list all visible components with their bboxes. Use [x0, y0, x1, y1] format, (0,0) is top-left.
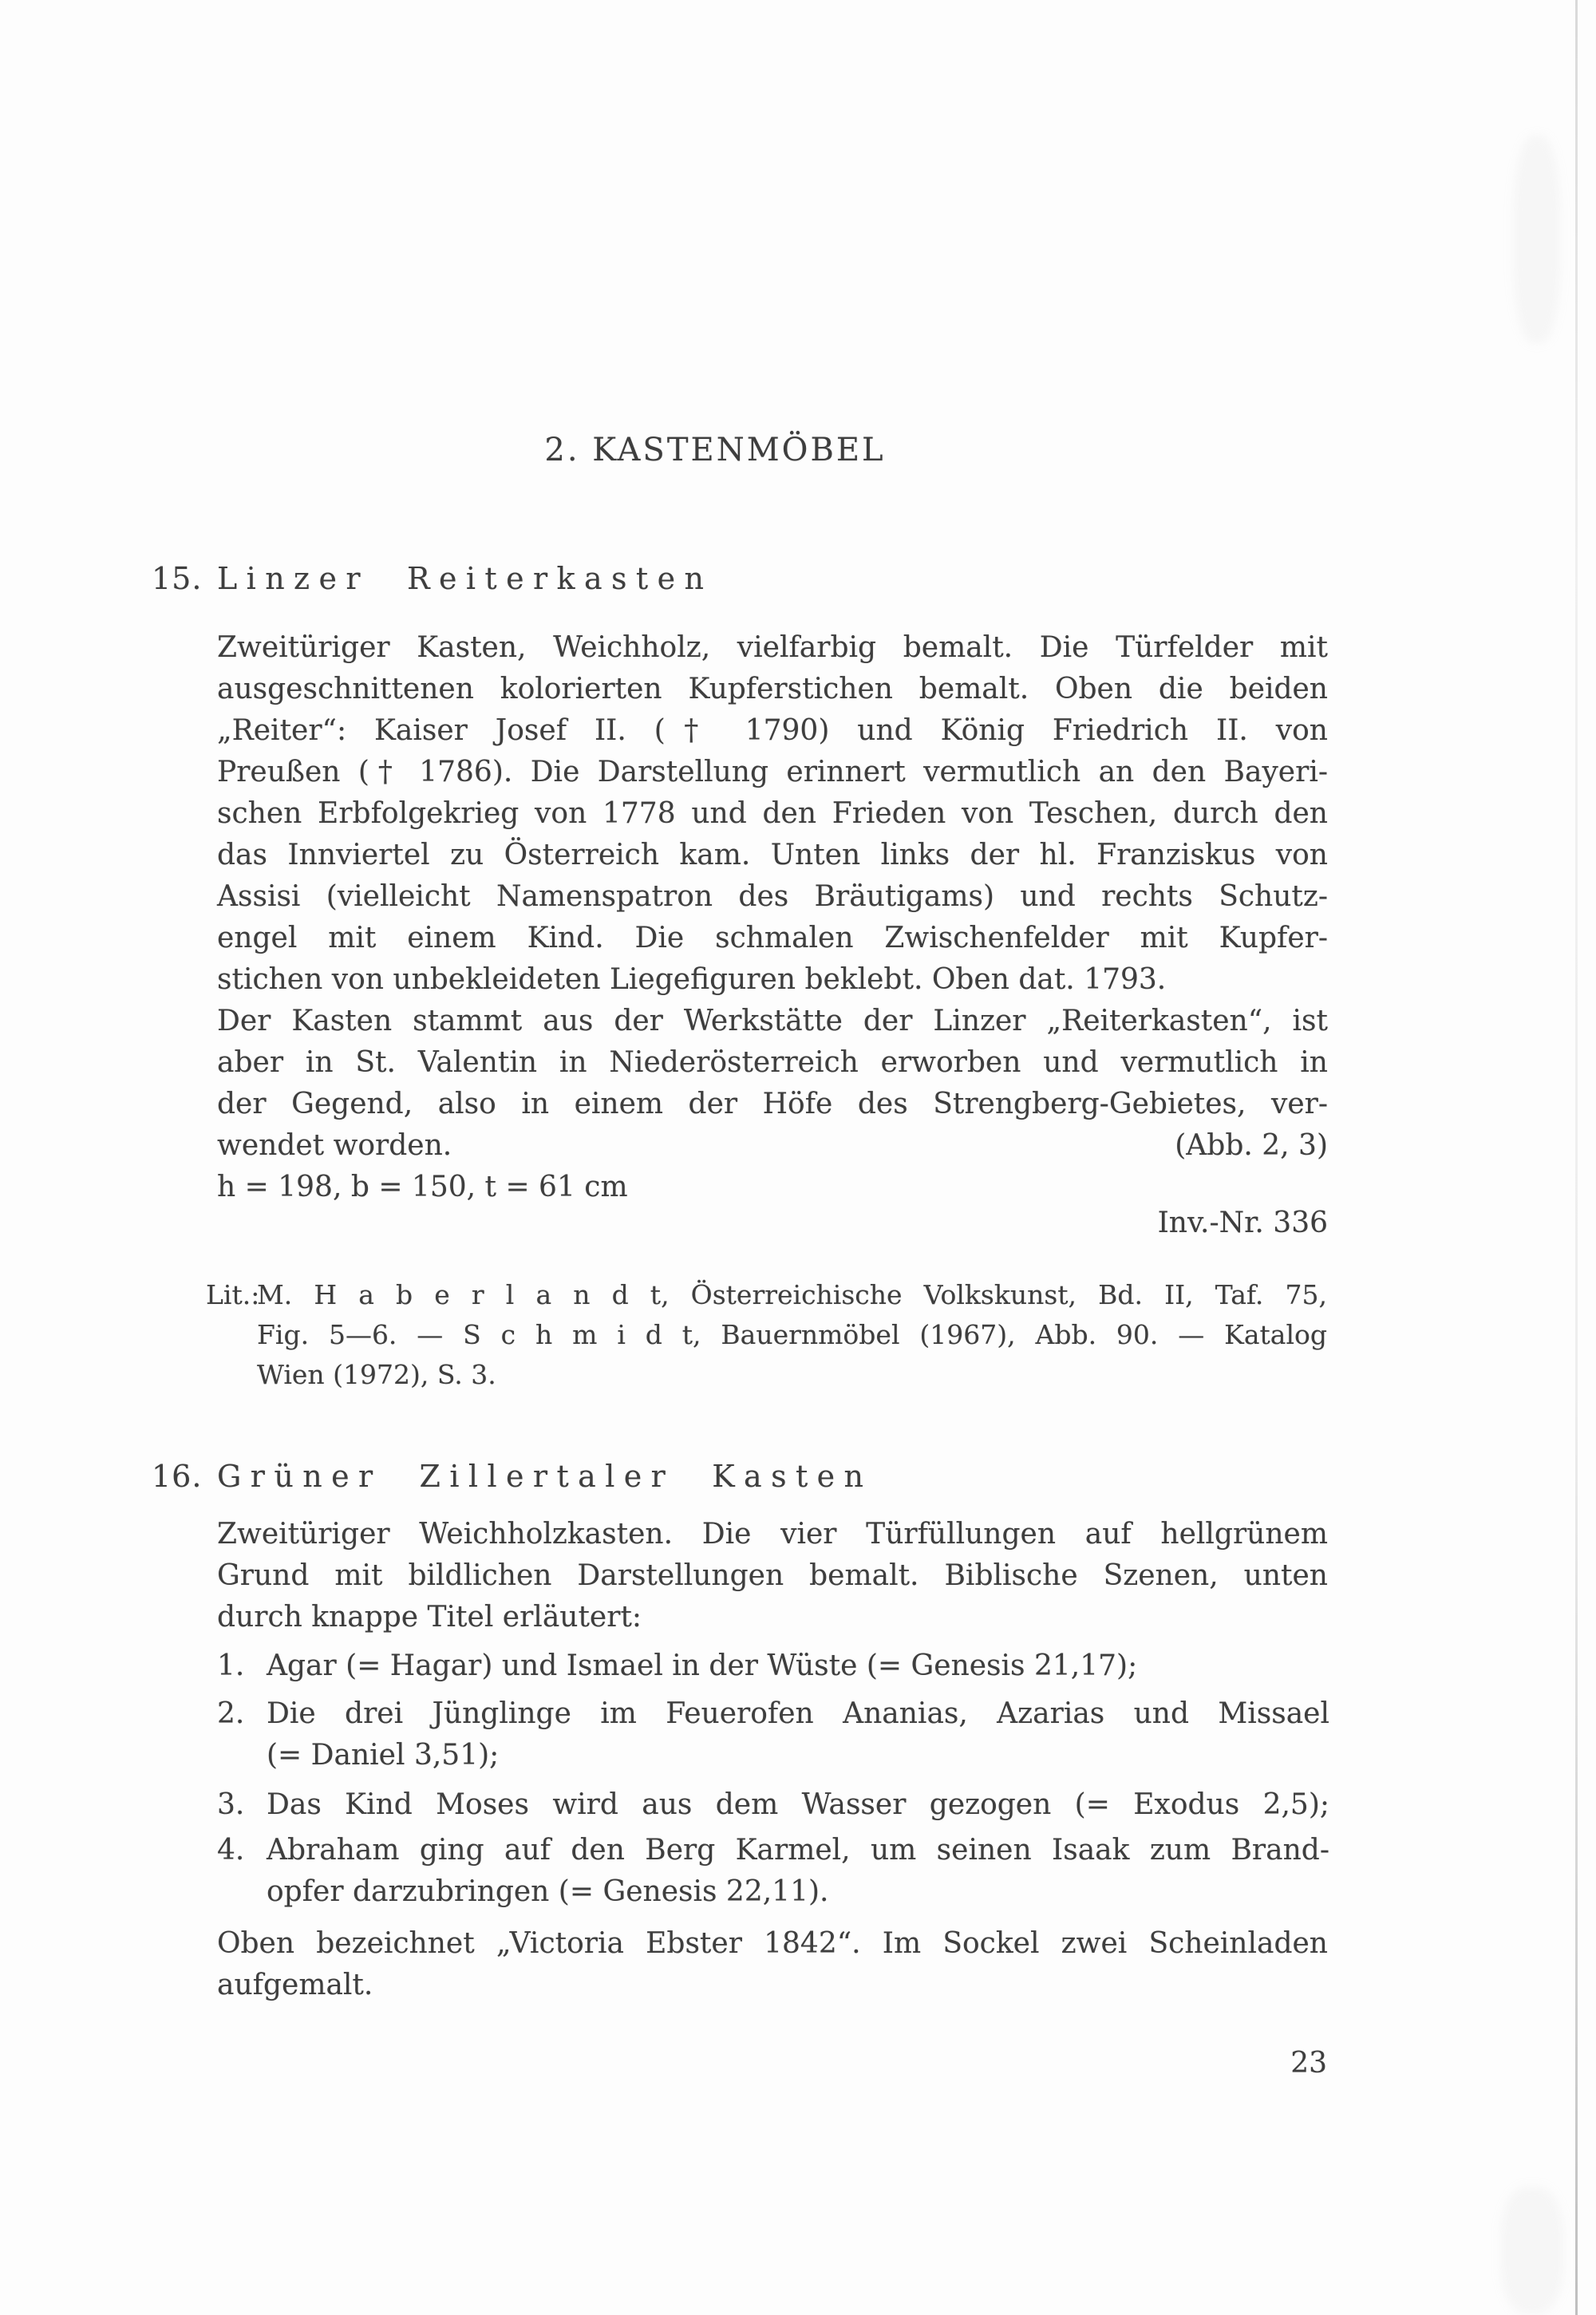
entry-16-closing: [217, 1923, 1328, 2006]
list-item-1-text: [267, 1645, 1329, 1687]
text-line: Der Kasten stammt aus der Werkstätte der Linzer „Reiterkasten“, ist: [217, 1005, 1328, 1037]
entry-15-figure-reference: (Abb. 2, 3): [1175, 1129, 1328, 1162]
list-item-1: [217, 1645, 1329, 1687]
text-line: Oben bezeichnet „Victoria Ebster 1842“. Im Sockel zwei Scheinladen: [217, 1927, 1328, 1960]
text-line: stichen von unbekleideten Liegefiguren beklebt. Oben dat. 1793.: [217, 963, 1167, 996]
entry-15-inventory-number: Inv.-Nr. 336: [1157, 1207, 1328, 1239]
text-line: durch knappe Titel erläutert:: [217, 1601, 642, 1634]
text-line: Preußen († 1786). Die Darstellung erinnert vermutlich an den Bayeri-: [217, 756, 1328, 788]
text-line: Das Kind Moses wird aus dem Wasser gezogen (= Exodus 2,5);: [267, 1788, 1329, 1821]
text-line: Agar (= Hagar) und Ismael in der Wüste (= Genesis 21,17);: [267, 1649, 1138, 1682]
list-item-2-number: 2.: [217, 1697, 245, 1730]
text-line: Fig. 5—6. — S c h m i d t, Bauernmöbel (1967), Abb. 90. — Katalog: [257, 1319, 1327, 1350]
list-item-4-text: [267, 1830, 1329, 1913]
text-line: „Reiter“: Kaiser Josef II. († 1790) und König Friedrich II. von: [217, 714, 1328, 747]
entry-15-literature-text: [257, 1275, 1327, 1395]
text-line: Zweitüriger Kasten, Weichholz, vielfarbig bemalt. Die Türfelder mit: [217, 631, 1328, 664]
text-line: Wien (1972), S. 3.: [257, 1359, 496, 1390]
text-line: Die drei Jünglinge im Feuerofen Ananias, Azarias und Missael: [267, 1697, 1329, 1730]
text-line: aber in St. Valentin in Niederösterreich erworben und vermutlich in: [217, 1046, 1328, 1079]
list-item-3-number: 3.: [217, 1788, 245, 1821]
entry-16-number: 16.: [152, 1459, 203, 1494]
entry-15-dimensions: h = 198, b = 150, t = 61 cm: [217, 1171, 628, 1203]
text-line: Grund mit bildlichen Darstellungen bemalt. Biblische Szenen, unten: [217, 1559, 1328, 1592]
list-item-2: [217, 1693, 1329, 1776]
list-item-4: [217, 1830, 1329, 1913]
page-number: 23: [1290, 2047, 1327, 2080]
text-line: M. H a b e r l a n d t, Österreichische Volkskunst, Bd. II, Taf. 75,: [257, 1279, 1327, 1310]
list-item-3: [217, 1784, 1329, 1826]
scan-edge-artifact: [1575, 0, 1578, 2315]
entry-16-heading: [152, 1459, 872, 1494]
text-line: Zweitüriger Weichholzkasten. Die vier Türfüllungen auf hellgrünem: [217, 1518, 1328, 1551]
list-item-3-text: [267, 1784, 1329, 1826]
text-line: schen Erbfolgekrieg von 1778 und den Frieden von Teschen, durch den: [217, 797, 1328, 830]
entry-15-literature-label: Lit.:: [206, 1279, 260, 1310]
text-line: (= Daniel 3,51);: [267, 1739, 500, 1772]
text-line: ausgeschnittenen kolorierten Kupferstichen bemalt. Oben die beiden: [217, 673, 1328, 705]
scan-smudge: [1513, 136, 1561, 343]
list-item-1-number: 1.: [217, 1649, 245, 1682]
text-line: der Gegend, also in einem der Höfe des Strengberg-Gebietes, ver-: [217, 1088, 1328, 1120]
entry-15-last-line-text: wendet worden.: [217, 1129, 452, 1162]
entry-15-heading: [152, 561, 713, 596]
text-line: aufgemalt.: [217, 1969, 373, 2001]
entry-16-title: Grüner Zillertaler Kasten: [217, 1459, 873, 1494]
entry-15-last-line: [217, 1125, 1328, 1167]
entry-16-intro: [217, 1514, 1328, 1638]
list-item-4-number: 4.: [217, 1834, 245, 1867]
text-line: das Innviertel zu Österreich kam. Unten links der hl. Franziskus von: [217, 839, 1328, 871]
text-line: engel mit einem Kind. Die schmalen Zwischenfelder mit Kupfer-: [217, 922, 1328, 954]
list-item-2-text: [267, 1693, 1329, 1776]
entry-15-number: 15.: [152, 561, 203, 596]
text-line: Abraham ging auf den Berg Karmel, um seinen Isaak zum Brand-: [267, 1834, 1329, 1867]
scan-smudge: [1500, 2187, 1564, 2314]
entry-15-title: Linzer Reiterkasten: [217, 561, 713, 596]
text-line: Assisi (vielleicht Namenspatron des Bräutigams) und rechts Schutz-: [217, 880, 1328, 913]
entry-15-body: [217, 627, 1328, 1125]
text-line: opfer darzubringen (= Genesis 22,11).: [267, 1875, 829, 1908]
chapter-title: 2. KASTENMÖBEL: [544, 432, 886, 468]
